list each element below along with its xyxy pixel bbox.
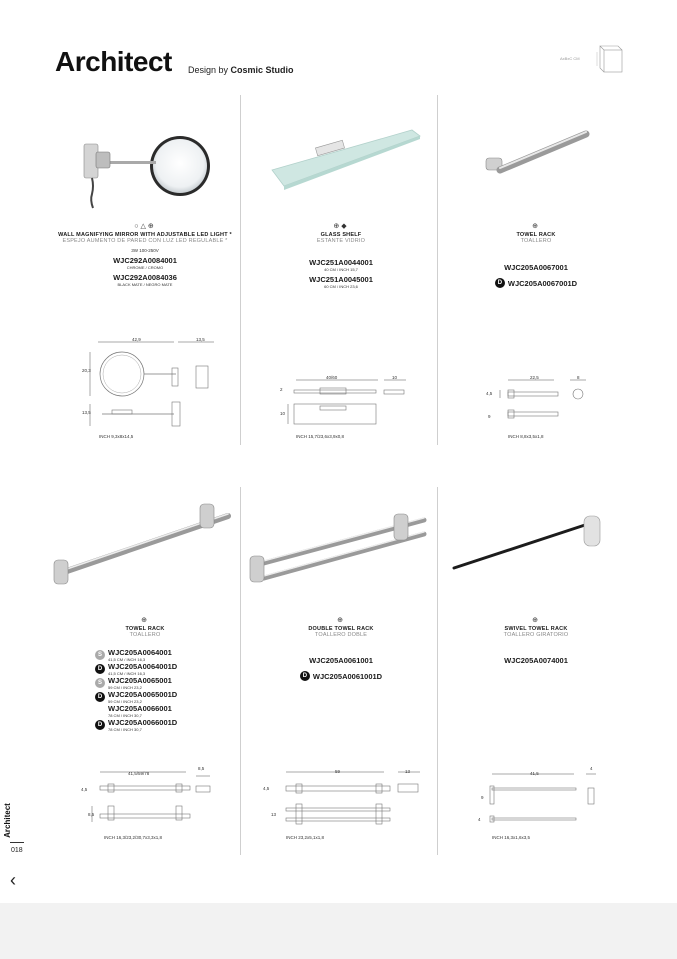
dim-height: 9 [481, 795, 484, 800]
product-subtitle: TOALLERO [520, 238, 552, 244]
product-code: WJC205A0065001D [108, 690, 178, 699]
product-code-row [95, 648, 172, 662]
product-code: WJC205A0061001D [312, 671, 383, 681]
material-symbols: ⊕ [532, 617, 540, 624]
dim-height-b: 9 [488, 414, 491, 419]
product-code: WJC251A0044001 [309, 258, 373, 267]
code-subtitle: 78 CM / INCH 30,7 [108, 727, 142, 732]
mirror-product-image [78, 124, 218, 214]
material-symbols: ⊕◆ [333, 223, 349, 230]
product-code: WJC205A0066001 [108, 704, 172, 713]
product-code: WJC205A0064001 [108, 648, 172, 657]
finish-badge-d: D [95, 720, 105, 730]
dim-height: 4,5 [263, 786, 270, 791]
product-subtitle: TOALLERO GIRATORIO [503, 632, 569, 638]
product-name: TOWEL RACK [125, 626, 165, 632]
code-subtitle: 41,5 CM / INCH 16,3 [108, 657, 146, 662]
product-code-row [95, 676, 172, 690]
inch-dimensions: INCH 15,7/23,6x3,9x0,8 [296, 434, 345, 439]
inch-dimensions: INCH 8,8x3,5x1,8 [508, 434, 544, 439]
dim-width: 40/60 [326, 375, 338, 380]
dim-depth: 13,5 [196, 337, 205, 342]
dim-depth: 13 [405, 769, 411, 774]
box-dimension-icon [560, 44, 626, 76]
product-code: WJC292A0084001 [113, 256, 177, 265]
power-spec: 3W 100-250V [131, 248, 159, 253]
dim-depth: 4 [590, 766, 593, 771]
column-divider [437, 95, 438, 445]
towel-rack-product-image [478, 128, 598, 188]
product-subtitle: TOALLERO [129, 632, 161, 638]
product-code: WJC205A0065001 [108, 676, 172, 685]
column-divider [437, 487, 438, 855]
product-code: WJC205A0074001 [504, 656, 568, 665]
material-symbols: ⊕ [337, 617, 345, 624]
product-info-mirror [55, 222, 235, 287]
code-subtitle: 60 CM / INCH 23,6 [324, 284, 358, 289]
product-code-row [95, 704, 172, 718]
dim-height-b: 13 [271, 812, 277, 817]
product-name: GLASS SHELF [320, 232, 362, 238]
code-subtitle: 40 CM / INCH 15,7 [324, 267, 358, 272]
material-symbols: ⊕ [141, 617, 149, 624]
dim-depth: 8,5 [198, 766, 205, 771]
design-credit [188, 65, 294, 75]
product-subtitle: ESPEJO AUMENTO DE PARED CON LUZ LED REGULABLE * [62, 238, 228, 244]
product-name: WALL MAGNIFYING MIRROR WITH ADJUSTABLE LED LIGHT * [58, 232, 232, 238]
finish-badge-s: S [95, 650, 105, 660]
design-by-label: Design by [188, 65, 229, 75]
dim-width: 59 [335, 769, 341, 774]
glass-shelf-technical-drawing [284, 376, 414, 426]
product-code-row [95, 662, 177, 676]
column-divider [240, 487, 241, 855]
page-number: 018 [11, 847, 23, 854]
swivel-towel-rack-technical-drawing [478, 770, 598, 830]
product-name: DOUBLE TOWEL RACK [308, 626, 374, 632]
product-subtitle: TOALLERO DOBLE [314, 632, 368, 638]
long-towel-rack-technical-drawing [86, 768, 226, 828]
material-symbols: ⊕ [532, 223, 540, 230]
product-info-towel-rack [446, 222, 626, 288]
code-subtitle: 41,5 CM / INCH 16,3 [108, 671, 146, 676]
dim-height: 20,3 [82, 368, 91, 373]
product-code-row [251, 671, 431, 681]
code-subtitle: BLACK MATE / NEGRO MATE [117, 282, 173, 287]
product-info-long-towel-rack [55, 616, 235, 732]
glass-shelf-product-image [262, 124, 432, 194]
product-code: WJC292A0084036 [113, 273, 177, 282]
dim-height: 4,5 [486, 391, 493, 396]
dim-height: 10 [280, 411, 286, 416]
dim-height-b: 4 [478, 817, 481, 822]
dim-width: 22,5 [530, 375, 539, 380]
dim-height-b: 13,5 [82, 410, 91, 415]
dim-depth: 8 [577, 375, 580, 380]
inch-dimensions: INCH 16,3/23,2/30,7x3,3x1,8 [104, 835, 163, 840]
towel-rack-technical-drawing [500, 376, 590, 426]
product-code-row [95, 718, 177, 732]
legend-text: AxBxC CM [560, 56, 580, 61]
brand-title: Architect [55, 46, 172, 77]
finish-badge-d: D [495, 278, 505, 288]
product-info-glass-shelf [251, 222, 431, 289]
code-subtitle: 59 CM / INCH 23,2 [108, 699, 142, 704]
product-code: WJC205A0064001D [108, 662, 178, 671]
product-code: WJC251A0045001 [309, 275, 373, 284]
product-code: WJC205A0066001D [108, 718, 178, 727]
product-info-swivel-towel-rack [446, 616, 626, 665]
product-code: WJC205A0067001 [504, 263, 568, 272]
product-name: SWIVEL TOWEL RACK [504, 626, 568, 632]
studio-name: Cosmic Studio [230, 65, 294, 75]
dim-width: 41,5 [530, 771, 539, 776]
product-code: WJC205A0061001 [309, 656, 373, 665]
swivel-towel-rack-product-image [450, 512, 610, 582]
product-code: WJC205A0067001D [507, 278, 578, 288]
code-subtitle: CHROME / CROMO [126, 265, 164, 270]
product-code-row [95, 690, 177, 704]
dim-thickness: 2 [280, 387, 283, 392]
section-label: Architect [2, 803, 12, 838]
finish-badge-d: D [95, 664, 105, 674]
dim-height-b: 8,5 [88, 812, 95, 817]
double-towel-rack-product-image [246, 510, 436, 600]
code-subtitle: 78 CM / INCH 30,7 [108, 713, 142, 718]
product-subtitle: ESTANTE VIDRIO [316, 238, 366, 244]
back-arrow-icon[interactable]: ‹ [10, 870, 16, 890]
material-symbols: ○△⊕ [134, 223, 156, 230]
dim-width: 42,9 [132, 337, 141, 342]
product-name: TOWEL RACK [516, 232, 556, 238]
code-subtitle: 59 CM / INCH 23,2 [108, 685, 142, 690]
dimension-legend [560, 44, 626, 76]
dim-depth: 10 [392, 375, 398, 380]
product-code-list [95, 648, 235, 732]
product-code-row [446, 278, 626, 288]
finish-badge-d: D [95, 692, 105, 702]
mirror-technical-drawing [84, 338, 224, 433]
finish-badge-s: S [95, 678, 105, 688]
long-towel-rack-product-image [50, 500, 240, 590]
finish-badge-d: D [300, 671, 310, 681]
dim-height: 4,5 [81, 787, 88, 792]
column-divider [240, 95, 241, 445]
inch-dimensions: INCH 9,3x8x14,5 [99, 434, 134, 439]
double-towel-rack-technical-drawing [274, 768, 424, 828]
inch-dimensions: INCH 23,2x5,1x1,8 [286, 835, 325, 840]
inch-dimensions: INCH 16,3x1,6x3,5 [492, 835, 531, 840]
dim-width: 41,5/59/78 [128, 771, 150, 776]
product-info-double-towel-rack [251, 616, 431, 681]
section-divider [10, 842, 24, 843]
